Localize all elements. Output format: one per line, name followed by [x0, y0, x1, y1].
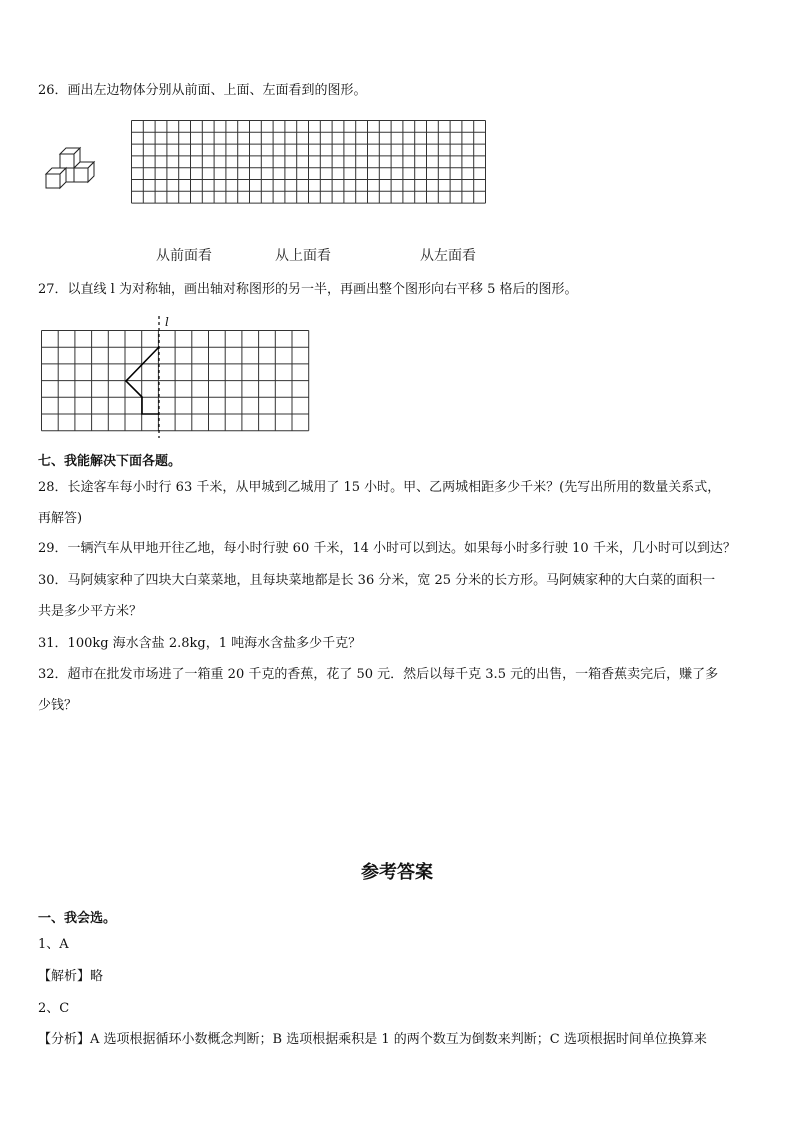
- question-28-line2: 再解答): [38, 511, 83, 526]
- question-30-line1: 30．马阿姨家种了四块大白菜菜地，且每块菜地都是长 36 分米，宽 25 分米的长方形。马阿姨家种的大白菜的面积一: [38, 573, 716, 588]
- symmetry-grid-27: [40, 314, 315, 440]
- caption-top-view: 从上面看: [275, 248, 331, 264]
- answer-2: 2、C: [38, 1001, 70, 1016]
- axis-label-l: l: [165, 315, 169, 329]
- answers-section-1: 一、我会选。: [38, 911, 117, 926]
- question-29: 29．一辆汽车从甲地开往乙地，每小时行驶 60 千米，14 小时可以到达。如果每小时多行驶 10 千米，几小时可以到达？: [38, 541, 736, 556]
- question-31: 31．100kg 海水含盐 2.8kg，1 吨海水含盐多少千克？: [38, 636, 362, 651]
- question-32-line1: 32．超市在批发市场进了一箱重 20 千克的香蕉，花了 50 元．然后以每千克 3.5 元的出售，一箱香蕉卖完后，赚了多: [38, 667, 719, 682]
- drawing-grid-26: [130, 120, 486, 232]
- question-28-line1: 28．长途客车每小时行 63 千米，从甲城到乙城用了 15 小时。甲、乙两城相距多少千米？(先写出所用的数量关系式，: [38, 480, 721, 495]
- caption-left-view: 从左面看: [420, 248, 476, 264]
- answer-2-note: 【分析】A 选项根据循环小数概念判断；B 选项根据乘积是 1 的两个数互为倒数来判断；C 选项根据时间单位换算来: [38, 1032, 707, 1047]
- section-7-heading: 七、我能解决下面各题。: [38, 454, 182, 469]
- question-27: 27．以直线 l 为对称轴，画出轴对称图形的另一半，再画出整个图形向右平移 5 格后的图形。: [38, 282, 578, 297]
- answer-1: 1、A: [38, 937, 69, 952]
- caption-front-view: 从前面看: [156, 248, 212, 264]
- question-30-line2: 共是多少平方米？: [38, 604, 143, 619]
- question-32-line2: 少钱？: [38, 698, 78, 713]
- question-26: 26．画出左边物体分别从前面、上面、左面看到的图形。: [38, 83, 367, 98]
- answer-1-note: 【解析】略: [38, 969, 104, 984]
- answers-title: 参考答案: [361, 862, 433, 883]
- cube-stack-figure: [38, 144, 102, 190]
